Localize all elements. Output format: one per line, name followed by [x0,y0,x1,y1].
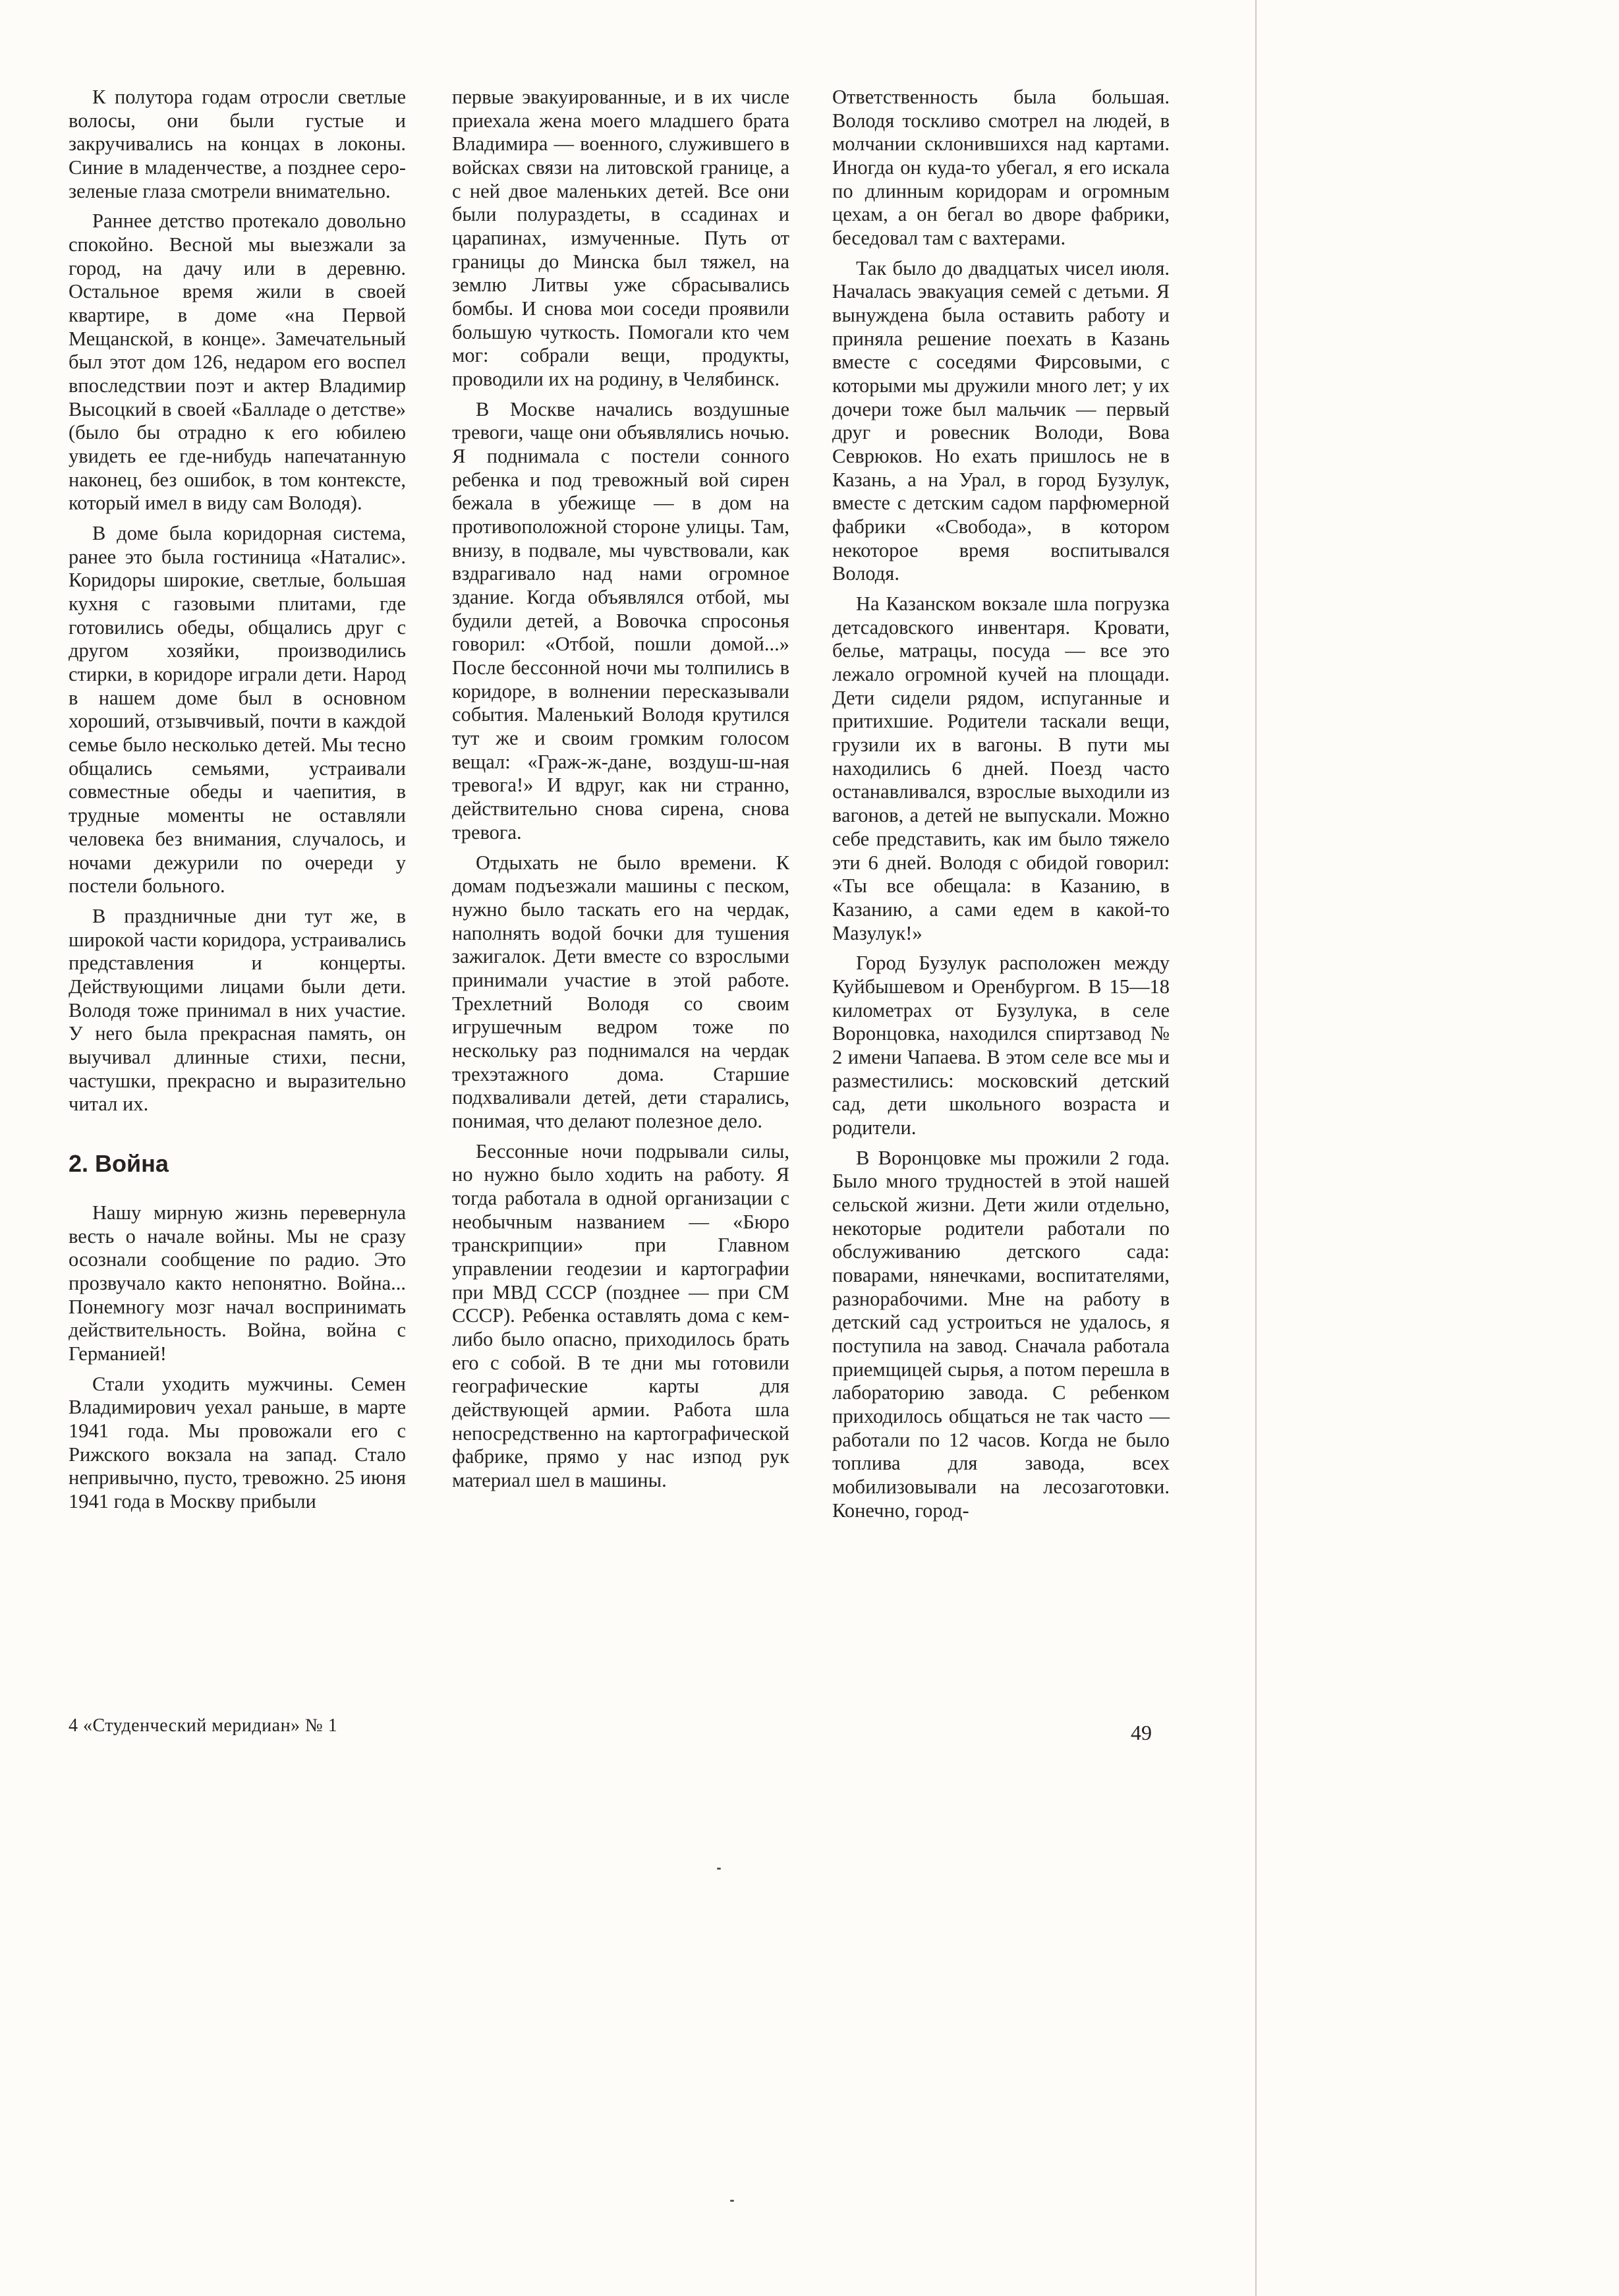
paragraph: Бессонные ночи подрывали силы, но нужно было ходить на работу. Я тогда работала в одной организации с необычным названием — «Бюро транскрипции» при Главном управлении геодезии и картографии при МВД СССР (позднее — при СМ СССР). Ребенка оставлять дома с кем-либо было опасно, приходилось брать его с собой. В те дни мы готовили географические карты для действующей армии. Работа шла непосредственно на картографической фабрике, прямо у нас изпод рук материал шел в машины. [452,1139,789,1491]
section-heading: 2. Война [69,1149,169,1177]
page-number: 49 [1131,1721,1152,1744]
journal-signature: 4 «Студенческий меридиан» № 1 [69,1715,338,1736]
paragraph: Стали уходить мужчины. Семен Владимирович уехал раньше, в марте 1941 года. Мы провожали его с Рижского вокзала на запад. Стало непривычно, пусто, тревожно. 25 июня 1941 года в Москву прибыли [69,1372,406,1513]
paragraph: Ответственность была большая. Володя тоскливо смотрел на людей, в молчании склонившихся над картами. Иногда он куда-то убегал, я его искала по длинным коридорам и огромным цехам, а он бегал во дворе фабрики, беседовал там с вахтерами. [832,86,1170,250]
scan-speck [730,2200,734,2202]
paragraph: В доме была коридорная система, ранее это была гостиница «Наталис». Коридоры широкие, светлые, большая кухня с газовыми плитами, где готовились обеды, общались друг с другом хозяйки, производились стирки, в коридоре играли дети. Народ в нашем доме был в основном хороший, отзывчивый, почти в каждой семье было несколько детей. Мы тесно общались семьями, устраивали совместные обеды и чаепития, в трудные моменты не оставляли человека без внимания, случалось, и ночами дежурили по очереди у постели больного. [69,522,406,898]
paragraph: Раннее детство протекало довольно спокойно. Весной мы выезжали за город, на дачу или в деревню. Остальное время жили в своей квартире, в доме «на Первой Мещанской, в конце». Замечательный был этот дом 126, недаром его воспел впоследствии поэт и актер Владимир Высоцкий в своей «Балладе о детстве» (было бы отрадно к его юбилею увидеть ее где-нибудь напечатанную наконец, без ошибок, в том контексте, который имел в виду сам Володя). [69,210,406,515]
text-column-2 [452,86,789,1499]
text-column-1 [69,86,406,1520]
text-column-3 [832,86,1170,1529]
paragraph: Нашу мирную жизнь перевернула весть о начале войны. Мы не сразу осознали сообщение по радио. Это прозвучало както непонятно. Война... Понемногу мозг начал воспринимать действительность. Война, война с Германией! [69,1201,406,1365]
page-edge-line [1255,0,1257,2296]
paragraph: В Воронцовке мы прожили 2 года. Было много трудностей в этой нашей сельской жизни. Дети жили отдельно, некоторые родители работали по обслуживанию детского сада: поварами, нянечками, воспитателями, разнорабочими. Мне на работу в детский сад устроиться не удалось, я поступила на завод. Сначала работала приемщицей сырья, а потом перешла в лабораторию завода. С ребенком приходилось общаться не так часто — работали по 12 часов. Когда не было топлива для завода, всех мобилизовывали на лесозаготовки. Конечно, город- [832,1146,1170,1522]
paragraph: Отдыхать не было времени. К домам подъезжали машины с песком, нужно было таскать его на чердак, наполнять водой бочки для тушения зажигалок. Дети вместе со взрослыми принимали участие в этой работе. Трехлетний Володя со своим игрушечным ведром тоже по нескольку раз поднимался на чердак трехэтажного дома. Старшие подхваливали детей, дети старались, понимая, что делают полезное дело. [452,851,789,1132]
scan-speck [717,1868,721,1870]
paragraph: К полутора годам отросли светлые волосы, они были густые и закручивались на концах в локоны. Синие в младенчестве, а позднее серо-зеленые глаза смотрели внимательно. [69,86,406,202]
paragraph: На Казанском вокзале шла погрузка детсадовского инвентаря. Кровати, белье, матрацы, посуда — все это лежало огромной кучей на площади. Дети сидели рядом, испуганные и притихшие. Родители таскали вещи, грузили их в вагоны. В пути мы находились 6 дней. Поезд часто останавливался, взрослые выходили из вагонов, а детей не выпускали. Можно себе представить, как им было тяжело эти 6 дней. Володя с обидой говорил: «Ты все обещала: в Казанию, в Казанию, а сами едем в какой-то Мазулук!» [832,592,1170,944]
paragraph: Так было до двадцатых чисел июля. Началась эвакуация семей с детьми. Я вынуждена была оставить работу и приняла решение поехать в Казань вместе с соседями Фирсовыми, с которыми мы дружили много лет; у их дочери тоже был мальчик — первый друг и ровесник Володи, Вова Севрюков. Но ехать пришлось не в Казань, а на Урал, в город Бузулук, вместе с детским садом парфюмерной фабрики «Свобода», в котором некоторое время воспитывался Володя. [832,256,1170,585]
paragraph: В Москве начались воздушные тревоги, чаще они объявлялись ночью. Я поднимала с постели сонного ребенка и под тревожный вой сирен бежала в убежище — в дом на противоположной стороне улицы. Там, внизу, в подвале, мы чувствовали, как вздрагивало над нами огромное здание. Когда объявлялся отбой, мы будили детей, а Вовочка спросонья говорил: «Отбой, пошли домой...» После бессонной ночи мы толпились в коридоре, в волнении пересказывали события. Маленький Володя крутился тут же и своим громким голосом вещал: «Граж-ж-дане, воздуш-ш-ная тревога!» И вдруг, как ни странно, действительно снова сирена, снова тревога. [452,397,789,844]
paragraph: Город Бузулук расположен между Куйбышевом и Оренбургом. В 15—18 километрах от Бузулука, в селе Воронцовка, находился спиртзавод № 2 имени Чапаева. В этом селе все мы и разместились: московский детский сад, дети школьного возраста и родители. [832,952,1170,1139]
paragraph: первые эвакуированные, и в их числе приехала жена моего младшего брата Владимира — военного, служившего в войсках связи на литовской границе, а с ней двое маленьких детей. Все они были полураздеты, в ссадинах и царапинах, измученные. Путь от границы до Минска был тяжел, на землю Литвы уже сбрасывались бомбы. И снова мои соседи проявили большую чуткость. Помогали кто чем мог: собрали вещи, продукты, проводили их на родину, в Челябинск. [452,86,789,391]
paragraph: В праздничные дни тут же, в широкой части коридора, устраивались представления и концерты. Действующими лицами были дети. Володя тоже принимал в них участие. У него была прекрасная память, он выучивал длинные стихи, песни, частушки, прекрасно и выразительно читал их. [69,904,406,1116]
